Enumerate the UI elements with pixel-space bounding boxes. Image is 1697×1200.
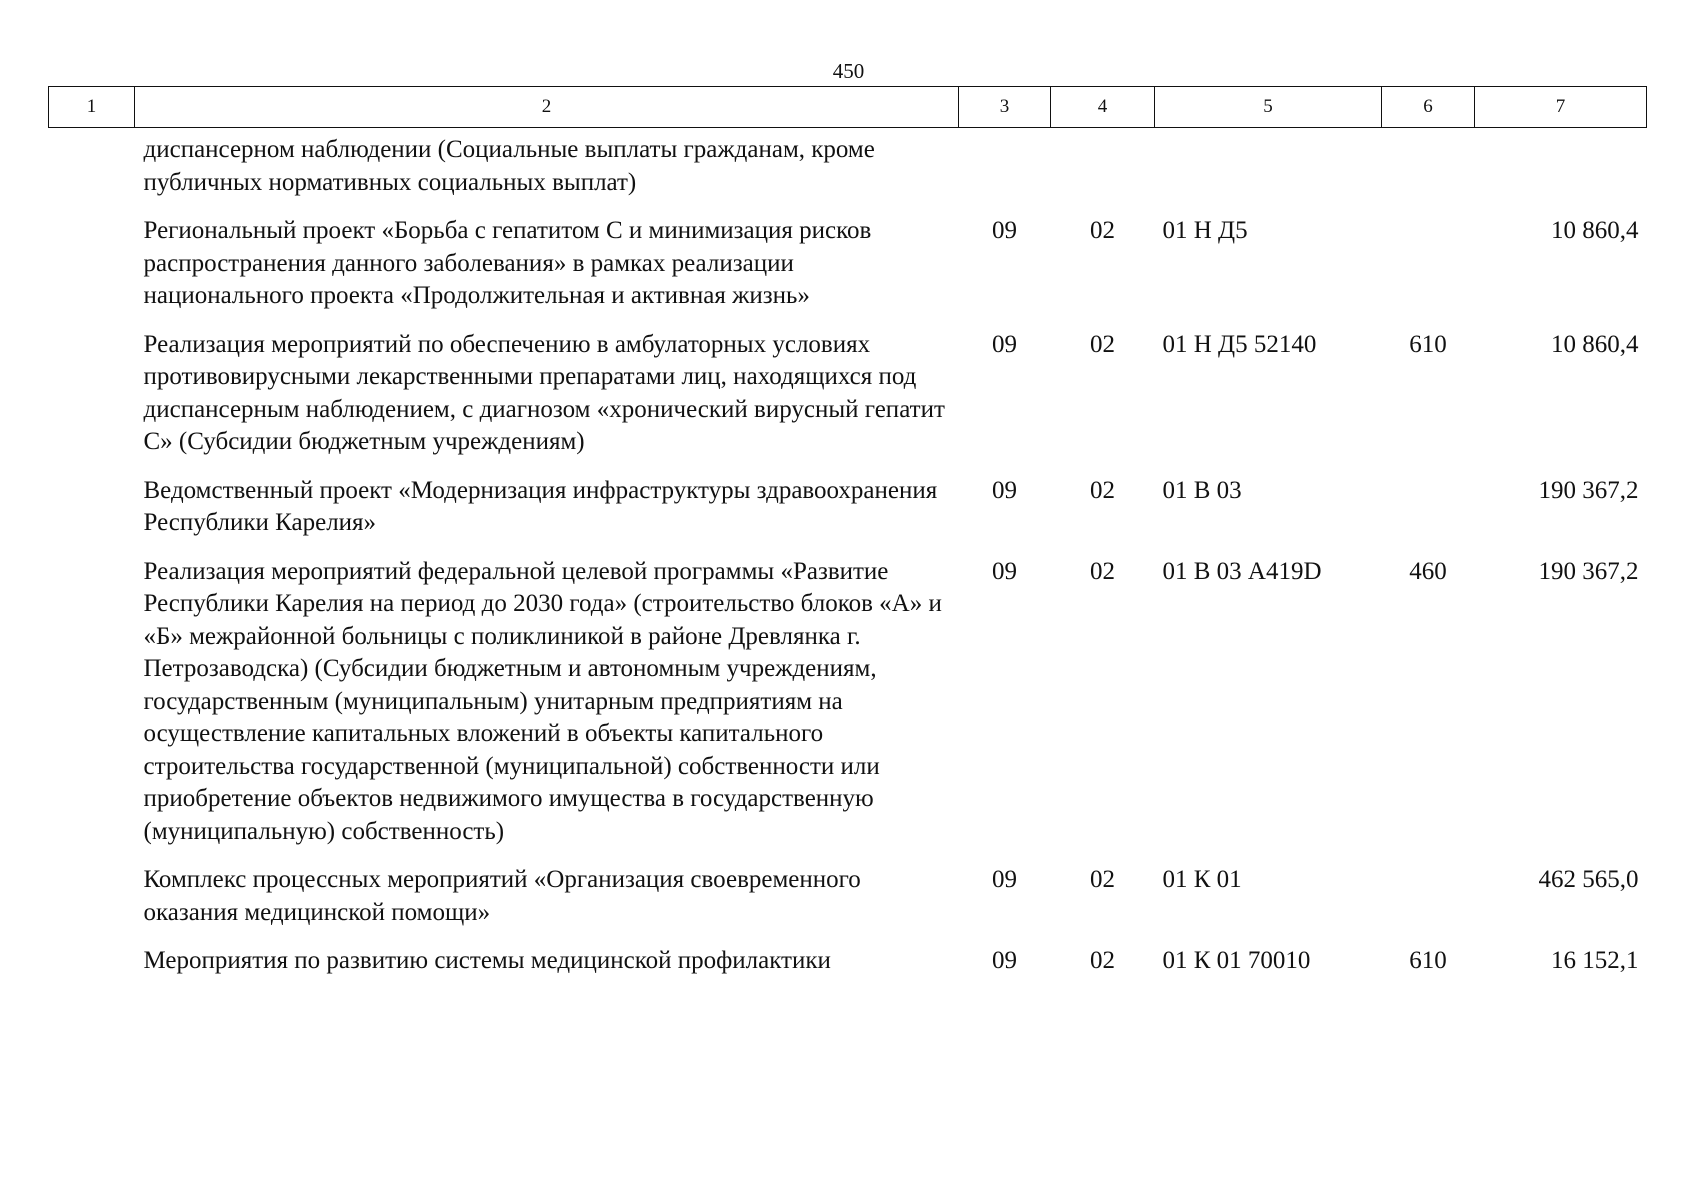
row-amount: [1475, 128, 1647, 216]
column-header: 1: [49, 87, 135, 128]
budget-table: [48, 86, 1647, 994]
row-amount: 10 860,4: [1551, 217, 1639, 244]
row-section: 09: [992, 217, 1017, 244]
row-expense-type: [1382, 215, 1475, 329]
row-amount: 16 152,1: [1551, 947, 1639, 974]
row-section: 09: [992, 476, 1017, 504]
row-target-code: 01 Н Д5: [1162, 217, 1248, 244]
row-description: Реализация мероприятий по обеспечению в амбулаторных условиях противовирусными лекарственными препаратами лиц, находящихся под диспансерным наблюдением, с диагнозом «хронический вирусный гепатит С» (Субсидии бюджетным учреждениям): [143, 330, 945, 455]
row-subsection: 02: [1090, 476, 1115, 504]
row-amount: 190 367,2: [1538, 557, 1639, 585]
row-section: 09: [992, 557, 1017, 585]
row-target-code: 01 В 03: [1162, 476, 1242, 504]
column-header: 3: [959, 87, 1051, 128]
column-header: 7: [1475, 87, 1647, 128]
row-section: [959, 128, 1051, 216]
row-target-code: 01 Н Д5 52140: [1162, 330, 1317, 358]
row-expense-type: 460: [1409, 557, 1447, 585]
row-section: 09: [992, 947, 1017, 974]
row-description: Комплекс процессных мероприятий «Организация своевременного оказания медицинской помощи»: [143, 866, 861, 926]
row-amount: 462 565,0: [1538, 866, 1639, 893]
row-description: Региональный проект «Борьба с гепатитом С и минимизация рисков распространения данного заболевания» в рамках реализации национального проекта «Продолжительная и активная жизнь»: [143, 217, 872, 309]
table-row: [49, 945, 1647, 994]
row-target-code: 01 К 01 70010: [1162, 947, 1311, 974]
table-row: [49, 556, 1647, 865]
row-description: Реализация мероприятий федеральной целевой программы «Развитие Республики Карелия на период до 2030 года» (строительство блоков «А» и «Б» межрайонной больницы с поликлиникой в районе Древлянка г. Петрозаводска) (Субсидии бюджетным и автономным учреждениям, государственным (муниципальным) унитарным предприятиям на осуществление капитальных вложений в объекты капитального строительства государственной (муниципальной) собственности или приобретение объектов недвижимого имущества в государственную (муниципальную) собственность): [143, 557, 942, 845]
row-amount: 10 860,4: [1551, 330, 1639, 358]
row-description: Мероприятия по развитию системы медицинской профилактики: [143, 947, 831, 974]
table-row: [49, 128, 1647, 216]
column-header: 5: [1155, 87, 1382, 128]
table-row: [49, 864, 1647, 945]
table-row: [49, 475, 1647, 556]
table-header-row: [49, 87, 1647, 128]
column-header: 6: [1382, 87, 1475, 128]
row-expense-type: [1382, 128, 1475, 216]
budget-table-wrapper: [48, 86, 1646, 994]
column-header: 2: [135, 87, 959, 128]
table-row: [49, 215, 1647, 329]
row-amount: 190 367,2: [1538, 476, 1639, 504]
row-subsection: [1051, 128, 1155, 216]
row-target-code: [1155, 128, 1382, 216]
row-expense-type: 610: [1409, 947, 1447, 974]
row-subsection: 02: [1090, 866, 1115, 893]
row-subsection: 02: [1090, 947, 1115, 974]
row-target-code: 01 В 03 А419D: [1162, 557, 1322, 585]
row-subsection: 02: [1090, 217, 1115, 244]
row-section: 09: [992, 866, 1017, 893]
row-subsection: 02: [1090, 557, 1115, 585]
page-number: 450: [832, 59, 865, 83]
row-description: диспансерном наблюдении (Социальные выплаты гражданам, кроме публичных нормативных социальных выплат): [143, 136, 875, 196]
row-target-code: 01 К 01: [1162, 866, 1242, 893]
row-expense-type: [1382, 864, 1475, 945]
row-expense-type: 610: [1409, 330, 1447, 358]
row-description: Ведомственный проект «Модернизация инфраструктуры здравоохранения Республики Карелия»: [143, 476, 938, 536]
row-section: 09: [992, 330, 1017, 358]
row-subsection: 02: [1090, 330, 1115, 358]
row-expense-type: [1382, 475, 1475, 556]
table-row: [49, 329, 1647, 475]
column-header: 4: [1051, 87, 1155, 128]
